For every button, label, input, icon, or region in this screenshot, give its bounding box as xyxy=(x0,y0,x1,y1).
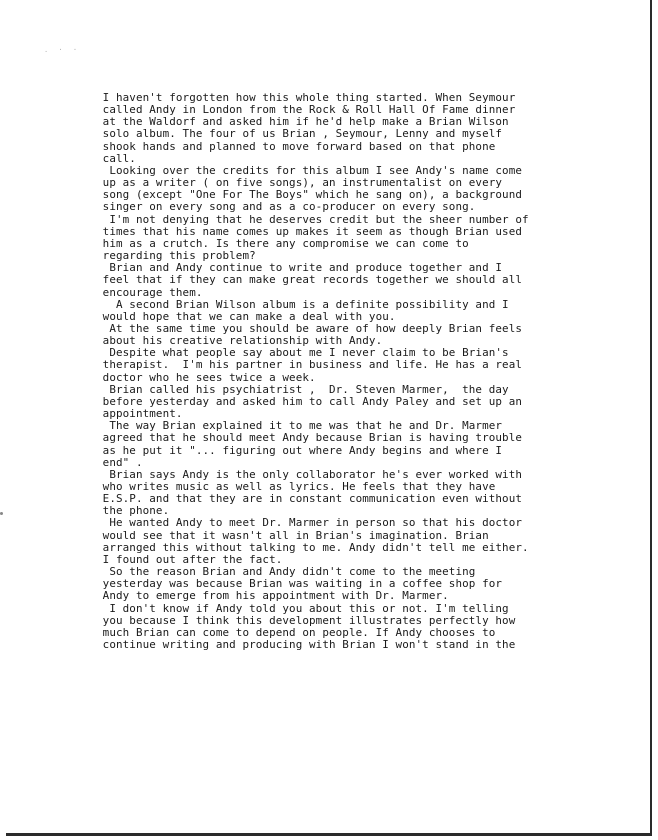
scan-edge-mark xyxy=(0,512,3,515)
text-line: Brian called his psychiatrist , Dr. Steven Marmer, the day xyxy=(96,382,509,396)
text-line: you because I think this development illustrates perfectly how xyxy=(96,613,516,627)
text-line: The way Brian explained it to me was that he and Dr. Marmer xyxy=(96,419,503,433)
letter-paragraph xyxy=(96,347,558,383)
text-line: feel that if they can make great records together we should all xyxy=(96,273,523,287)
text-line: So the reason Brian and Andy didn't come to the meeting xyxy=(96,565,476,579)
text-line: E.S.P. and that they are in constant communication even without xyxy=(96,492,523,506)
text-line: yesterday was because Brian was waiting in a coffee shop for xyxy=(96,577,503,591)
letter-paragraph xyxy=(96,214,558,263)
text-line: Brian and Andy continue to write and produce together and I xyxy=(96,261,503,275)
text-line: continue writing and producing with Brian I won't stand in the xyxy=(96,638,516,652)
scan-marks: . · · xyxy=(44,46,81,54)
text-line: at the Waldorf and asked him if he'd help make a Brian Wilson xyxy=(96,115,509,129)
letter-paragraph xyxy=(96,323,558,347)
text-line: much Brian can come to depend on people. If Andy chooses to xyxy=(96,625,496,639)
text-line: who writes music as well as lyrics. He feels that they have xyxy=(96,480,496,493)
text-line: Andy to emerge from his appointment with Dr. Marmer. xyxy=(96,589,449,603)
text-line: He wanted Andy to meet Dr. Marmer in person so that his doctor xyxy=(96,516,523,530)
letter-paragraph xyxy=(96,262,558,298)
letter-paragraph xyxy=(96,420,558,469)
text-line: shook hands and planned to move forward based on that phone xyxy=(96,139,496,153)
letter-paragraph xyxy=(96,566,558,602)
text-line: appointment. xyxy=(96,407,183,421)
text-line: call. xyxy=(96,151,136,165)
letter-paragraph xyxy=(96,165,558,214)
text-line: times that his name comes up makes it seem as though Brian used xyxy=(96,224,523,238)
text-line: I don't know if Andy told you about this or not. I'm telling xyxy=(96,601,509,615)
text-line: therapist. I'm his partner in business and life. He has a real xyxy=(96,358,523,372)
text-line: arranged this without talking to me. Andy didn't tell me either. xyxy=(96,540,529,554)
text-line: called Andy in London from the Rock & Roll Hall Of Fame dinner xyxy=(96,103,516,117)
text-line: Despite what people say about me I never claim to be Brian's xyxy=(96,346,509,360)
text-line: A second Brian Wilson album is a definite possibility and I xyxy=(96,297,509,311)
text-line: up as a writer ( on five songs), an instrumentalist on every xyxy=(96,176,503,190)
text-line: before yesterday and asked him to call Andy Paley and set up an xyxy=(96,394,523,408)
text-line: I'm not denying that he deserves credit but the sheer number of xyxy=(96,212,529,226)
text-line: song (except "One For The Boys" which he sang on), a background xyxy=(96,188,523,202)
text-line: would see that it wasn't all in Brian's imagination. Brian xyxy=(96,528,489,542)
text-line: end" . xyxy=(96,455,143,469)
text-line: as he put it "... figuring out where Andy begins and where I xyxy=(96,443,503,457)
document-page xyxy=(6,0,652,836)
text-line: him as a crutch. Is there any compromise we can come to xyxy=(96,236,469,250)
letter-paragraph xyxy=(96,299,558,323)
letter-paragraph xyxy=(96,469,558,518)
text-line: the phone. xyxy=(96,504,170,518)
text-line: I found out after the fact. xyxy=(96,552,283,566)
letter-paragraph xyxy=(96,517,558,566)
text-line: Brian says Andy is the only collaborator he's ever worked with xyxy=(96,467,523,481)
text-line: solo album. The four of us Brian , Seymour, Lenny and myself xyxy=(96,127,503,141)
letter-paragraph xyxy=(96,384,558,420)
letter-body xyxy=(96,92,558,651)
text-line: doctor who he sees twice a week. xyxy=(96,370,316,384)
text-line: I haven't forgotten how this whole thing started. When Seymour xyxy=(96,91,516,104)
letter-paragraph xyxy=(96,603,558,652)
text-line: agreed that he should meet Andy because Brian is having trouble xyxy=(96,431,523,445)
text-line: singer on every song and as a co-producer on every song. xyxy=(96,200,476,214)
text-line: would hope that we can make a deal with you. xyxy=(96,309,396,323)
letter-paragraph xyxy=(96,92,558,165)
text-line: regarding this problem? xyxy=(96,249,256,263)
text-line: At the same time you should be aware of how deeply Brian feels xyxy=(96,321,523,335)
text-line: Looking over the credits for this album I see Andy's name come xyxy=(96,163,523,177)
text-line: about his creative relationship with Andy. xyxy=(96,334,383,348)
text-line: encourage them. xyxy=(96,285,203,299)
